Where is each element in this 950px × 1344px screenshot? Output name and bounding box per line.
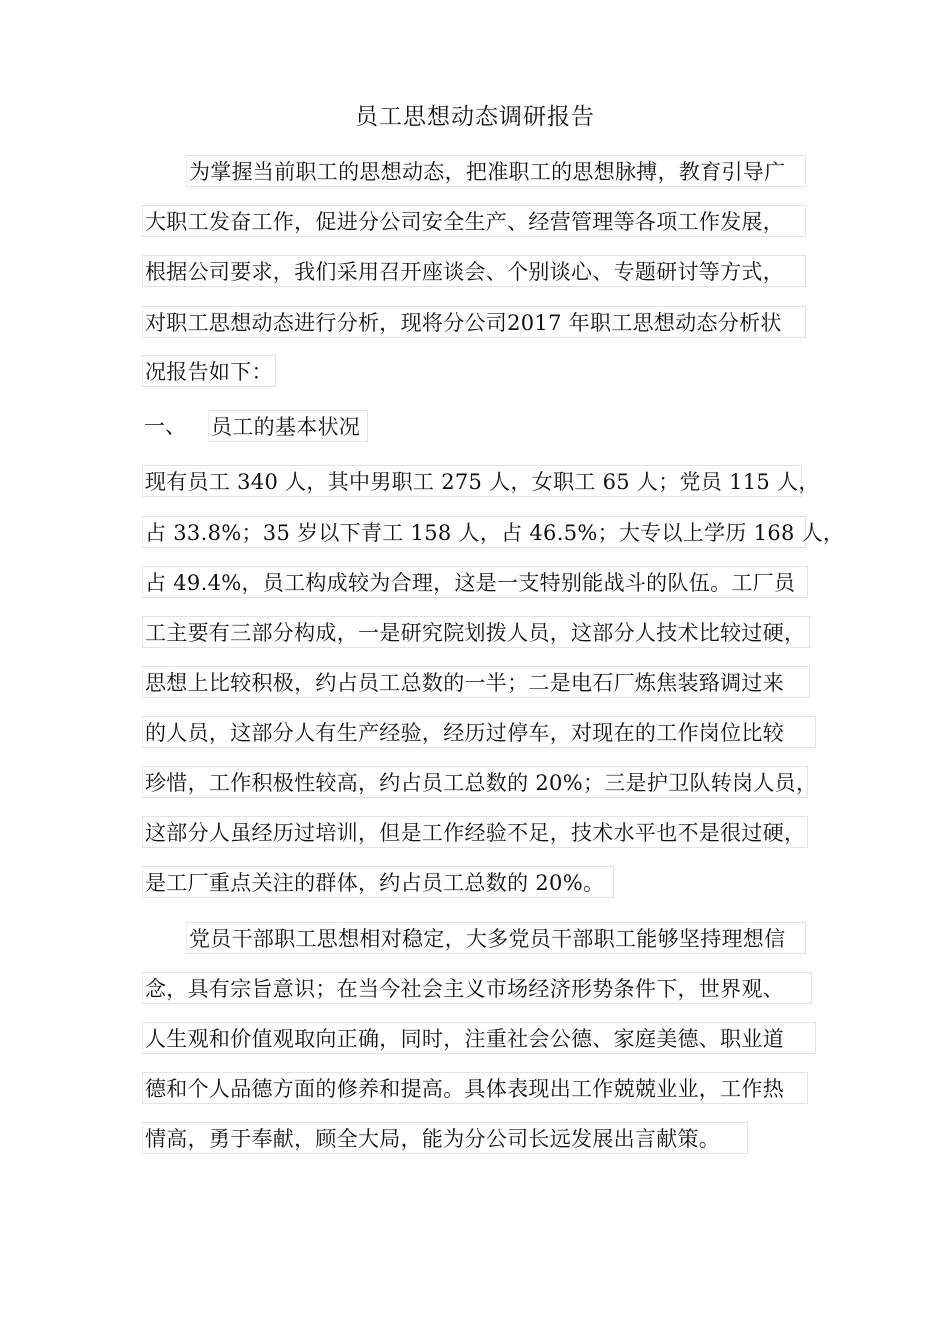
body-line: 工主要有三部分构成，一是研究院划拨人员，这部分人技术比较过硬， bbox=[142, 616, 810, 648]
body-line: 占 49.4%，员工构成较为合理，这是一支特别能战斗的队伍。工厂员 bbox=[142, 566, 808, 598]
section-number: 一、 bbox=[144, 414, 186, 438]
party-line: 人生观和价值观取向正确，同时，注重社会公德、家庭美德、职业道 bbox=[142, 1022, 816, 1054]
party-line: 情高，勇于奉献，顾全大局，能为分公司长远发展出言献策。 bbox=[142, 1122, 748, 1154]
body-line: 珍惜，工作积极性较高，约占员工总数的 20%；三是护卫队转岗人员， bbox=[142, 766, 808, 798]
body-line: 占 33.8%；35 岁以下青工 158 人，占 46.5%；大专以上学历 168 人， bbox=[142, 516, 806, 548]
document-title: 员工思想动态调研报告 bbox=[355, 104, 595, 130]
intro-line: 为掌握当前职工的思想动态，把准职工的思想脉搏，教育引导广 bbox=[186, 155, 806, 187]
party-line: 党员干部职工思想相对稳定，大多党员干部职工能够坚持理想信 bbox=[186, 922, 806, 954]
body-line: 的人员，这部分人有生产经验，经历过停车，对现在的工作岗位比较 bbox=[142, 716, 816, 748]
intro-line: 根据公司要求，我们采用召开座谈会、个别谈心、专题研讨等方式， bbox=[142, 255, 806, 287]
body-line: 是工厂重点关注的群体，约占员工总数的 20%。 bbox=[142, 866, 614, 898]
body-line: 这部分人虽经历过培训，但是工作经验不足，技术水平也不是很过硬， bbox=[142, 816, 808, 848]
body-line: 现有员工 340 人，其中男职工 275 人，女职工 65 人；党员 115 人， bbox=[142, 465, 802, 497]
section-heading: 员工的基本状况 bbox=[208, 410, 368, 442]
body-line: 思想上比较积极，约占员工总数的一半；二是电石厂炼焦装臵调过来 bbox=[142, 666, 810, 698]
party-line: 德和个人品德方面的修养和提高。具体表现出工作兢兢业业，工作热 bbox=[142, 1072, 808, 1104]
party-line: 念，具有宗旨意识；在当今社会主义市场经济形势条件下，世界观、 bbox=[142, 972, 812, 1004]
intro-line: 对职工思想动态进行分析，现将分公司2017 年职工思想动态分析状 bbox=[142, 306, 806, 338]
intro-line: 况报告如下： bbox=[142, 355, 276, 387]
intro-line: 大职工发奋工作，促进分公司安全生产、经营管理等各项工作发展， bbox=[142, 205, 806, 237]
